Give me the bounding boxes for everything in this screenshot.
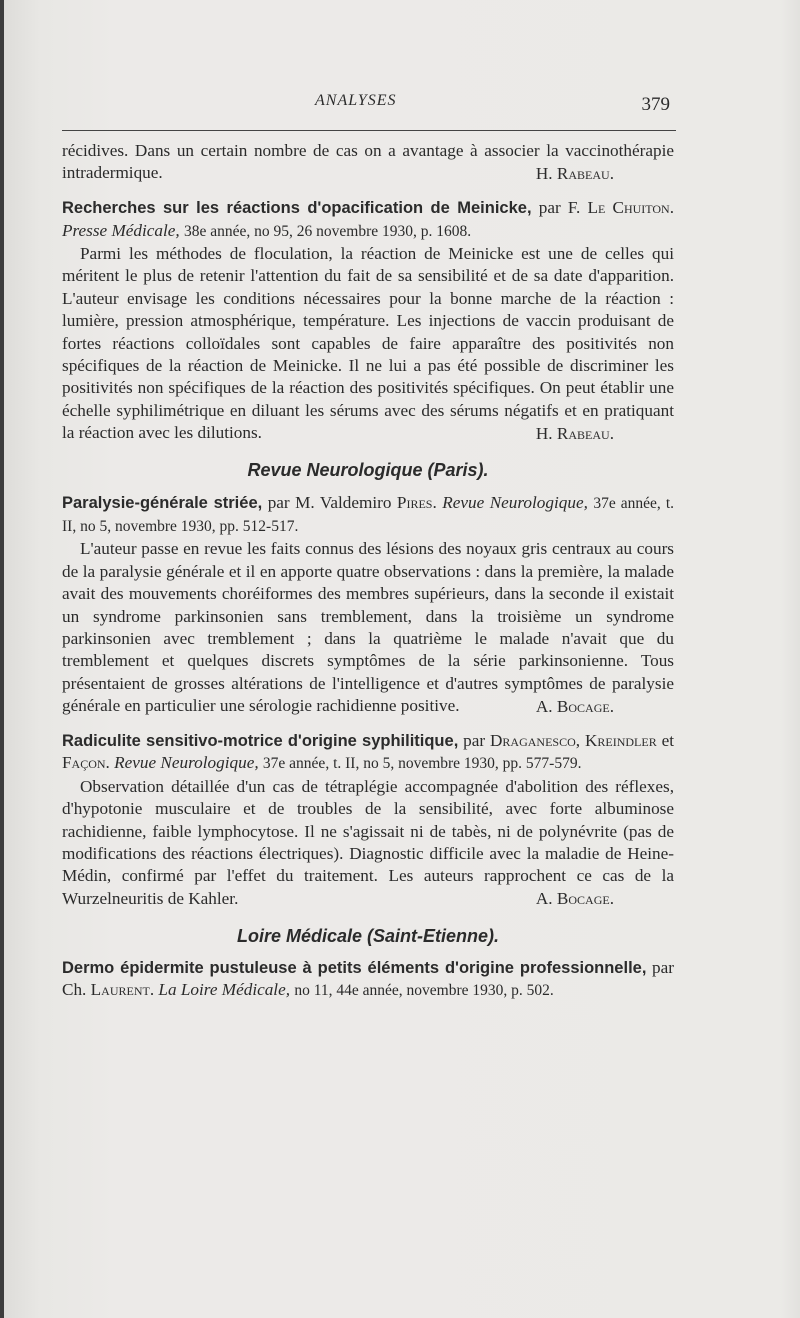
abstract-text: Observation détaillée d'un cas de tétraplégie accompagnée d'abolition des réflexes, d'hypotonie musculaire et de troubles de la sensibilité, avec forte albuminose rachidienne, faible lymphocytose. Il ne s'agissait ni de tabès, ni de polynévrite (pas de modifications des réactions électriques). Diagnostic difficile avec la maladie de Heine-Médin, confirmé par l'effet du traitement. Les auteurs rapprochent ce cas de la Wurzelneuritis de Kahler. bbox=[62, 776, 674, 908]
author: Draganesco, Kreindler bbox=[490, 730, 657, 750]
signature: H. Rabeau. bbox=[535, 423, 614, 443]
page-header bbox=[60, 92, 676, 122]
article-reference bbox=[62, 957, 674, 1003]
abstract-block bbox=[62, 957, 674, 1003]
abstract-text: L'auteur passe en revue les faits connus des lésions des noyaux gris centraux au cours de la paralysie générale et il en apporte quatre observations : dans la première, la malade avait des mouvements choréiformes des membres supérieurs, dans la seconde il existait un syndrome parkinsonien sans tremblement, dans la troisième un syndrome parkinsonien avec tremblement ; dans la quatrième le malade n'avait que du tremblement et quelques discrets symptômes de la série parkinsonienne. Tous présentaient de grosses altérations de l'intelligence et d'autres symptômes de paralysie générale en particulier une sérologie rachidienne positive. bbox=[62, 539, 674, 716]
abstract-block bbox=[62, 492, 674, 718]
author: Pires. bbox=[396, 492, 437, 512]
by-text: par F. bbox=[538, 198, 581, 218]
signature: A. Bocage. bbox=[535, 696, 614, 716]
article-title: Recherches sur les réactions d'opacification de Meinicke, bbox=[62, 199, 532, 218]
journal: Revue Neurologique, bbox=[442, 492, 588, 512]
article-reference bbox=[62, 197, 674, 243]
article-reference bbox=[62, 730, 674, 776]
article-title: Paralysie-générale striée, bbox=[62, 493, 263, 512]
reference-details: no 11, 44e année, novembre 1930, p. 502. bbox=[294, 982, 554, 1000]
journal: La Loire Médicale, bbox=[158, 980, 291, 1000]
abstract-text: récidives. Dans un certain nombre de cas on a avantage à associer la vaccinothérapie intradermique. bbox=[62, 141, 674, 183]
by-text: par bbox=[463, 730, 486, 750]
book-spine-edge bbox=[0, 0, 4, 1318]
journal: Revue Neurologique, bbox=[114, 753, 259, 773]
header-rule bbox=[62, 130, 676, 131]
reference-details: 37e année, t. II, no 5, novembre 1930, pp. 512-517. bbox=[62, 494, 675, 535]
author: Le Chuiton. bbox=[587, 198, 675, 218]
abstract-block bbox=[62, 730, 674, 911]
article-title: Dermo épidermite pustuleuse à petits éléments d'origine professionnelle, bbox=[62, 959, 647, 978]
abstract-block bbox=[62, 197, 674, 445]
signature: H. Rabeau. bbox=[535, 163, 614, 183]
running-title: ANALYSES bbox=[315, 92, 397, 109]
article-reference bbox=[62, 492, 674, 539]
reference-details: 38e année, no 95, 26 novembre 1930, p. 1608. bbox=[184, 222, 472, 240]
author: Laurent. bbox=[90, 980, 155, 1000]
reference-details: 37e année, t. II, no 5, novembre 1930, pp. 577-579. bbox=[262, 755, 582, 773]
abstract-text: Parmi les méthodes de floculation, la réaction de Meinicke est une de celles qui méritent le plus de retenir l'attention du fait de sa sensibilité et de sa date d'apparition. L'auteur envisage les conditions nécessaires pour la bonne marche de la réaction : lumière, pression atmosphérique, température. Les injections de vaccin produisant de fortes réactions colloïdales sont capables de faire apparaître des positivités non spécifiques de la réaction de Meinicke. Il ne lui a pas été possible de discriminer les positivités non spécifiques de la réaction des positivités spécifiques. On peut établir une échelle syphilimétrique en diluant les sérums avec des sérums négatifs et en pratiquant la réaction avec les dilutions. bbox=[62, 244, 674, 443]
section-heading: Revue Neurologique (Paris). bbox=[247, 460, 489, 481]
by-text: par M. Valdemiro bbox=[267, 492, 392, 512]
article-title: Radiculite sensitivo-motrice d'origine syphilitique, bbox=[62, 731, 459, 750]
section-heading: Loire Médicale (Saint-Etienne). bbox=[236, 925, 500, 946]
page-content bbox=[62, 140, 674, 1003]
author: Façon. bbox=[62, 753, 110, 773]
page-number: 379 bbox=[641, 94, 670, 115]
journal: Presse Médicale, bbox=[62, 220, 180, 240]
by-text: par Ch. bbox=[62, 958, 674, 1000]
and-text: et bbox=[661, 730, 674, 750]
abstract-block bbox=[62, 140, 674, 185]
signature: A. Bocage. bbox=[535, 889, 614, 909]
